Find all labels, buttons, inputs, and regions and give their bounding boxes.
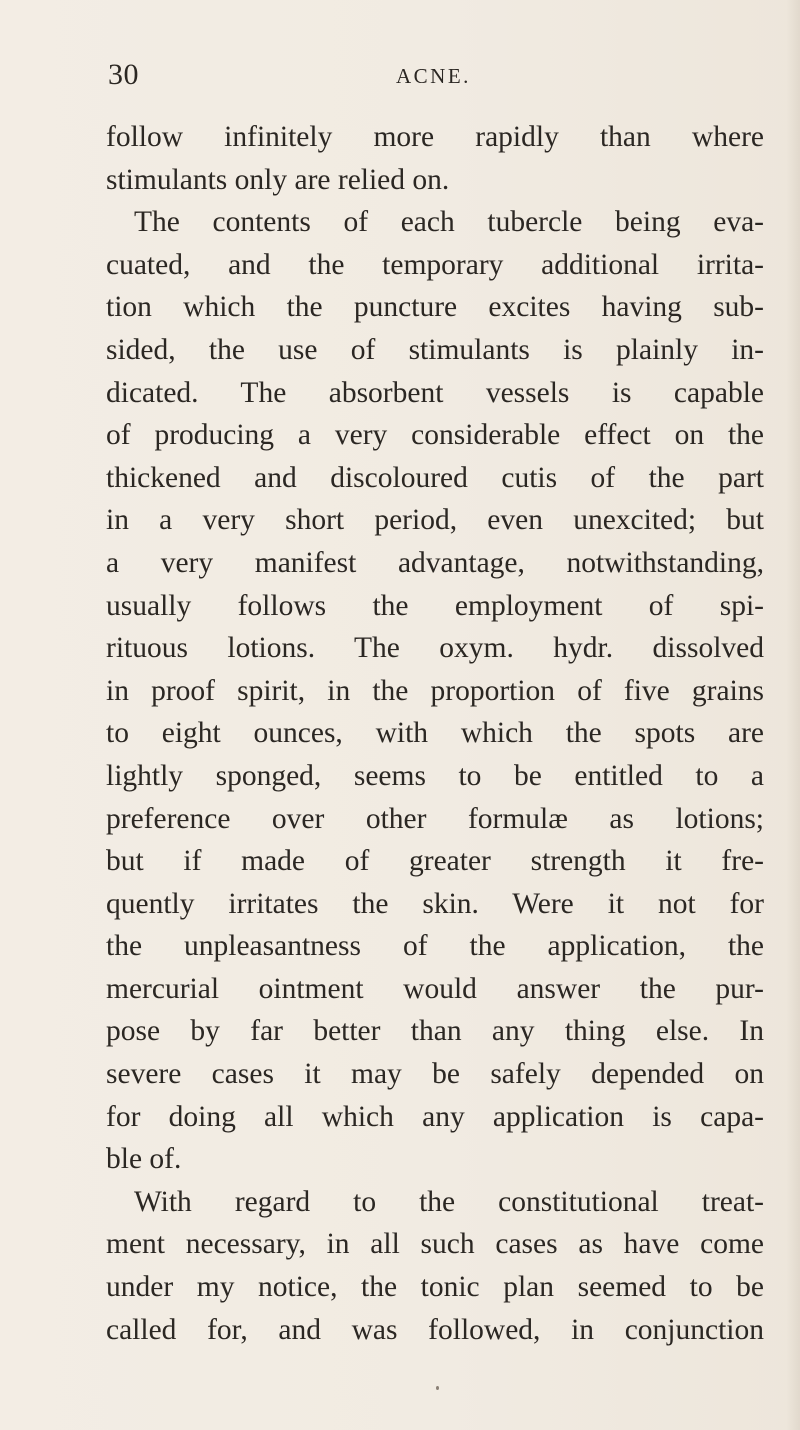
body-text: [106, 116, 764, 1351]
page-number: 30: [108, 58, 139, 91]
text-line: ment necessary, in all such cases as have come: [106, 1228, 764, 1261]
text-line: but if made of greater strength it fre-: [106, 845, 764, 878]
text-line: of producing a very considerable effect on the: [106, 419, 764, 452]
text-line: lightly sponged, seems to be entitled to a: [106, 759, 764, 792]
text-line: usually follows the employment of spi-: [106, 589, 764, 622]
paper-speck: [436, 1386, 439, 1390]
text-line: preference over other formulæ as lotions;: [106, 802, 764, 835]
running-title: ACNE.: [396, 64, 471, 88]
text-line: the unpleasantness of the application, the: [106, 930, 764, 963]
text-line: in proof spirit, in the proportion of five grains: [106, 674, 764, 707]
text-line: for doing all which any application is capa-: [106, 1100, 764, 1133]
text-line: under my notice, the tonic plan seemed to be: [106, 1271, 764, 1304]
text-line: thickened and discoloured cutis of the part: [106, 461, 764, 494]
running-head: [108, 58, 768, 98]
text-line: called for, and was followed, in conjunction: [106, 1313, 764, 1346]
text-line: mercurial ointment would answer the pur-: [106, 972, 764, 1005]
page-edge-shadow: [786, 0, 800, 1430]
text-line: a very manifest advantage, notwithstanding,: [106, 546, 764, 579]
text-line: quently irritates the skin. Were it not for: [106, 887, 764, 920]
text-line: The contents of each tubercle being eva-: [134, 206, 764, 239]
text-line: pose by far better than any thing else. In: [106, 1015, 764, 1048]
text-line: cuated, and the temporary additional irrita-: [106, 248, 764, 281]
text-line: sided, the use of stimulants is plainly in-: [106, 333, 764, 366]
text-line: With regard to the constitutional treat-: [134, 1185, 764, 1218]
text-line: in a very short period, even unexcited; but: [106, 504, 764, 537]
text-line: stimulants only are relied on.: [106, 163, 450, 196]
text-line: ble of.: [106, 1143, 182, 1176]
text-line: to eight ounces, with which the spots are: [106, 717, 764, 750]
text-line: severe cases it may be safely depended on: [106, 1058, 764, 1091]
text-line: tion which the puncture excites having sub-: [106, 291, 764, 324]
text-line: rituous lotions. The oxym. hydr. dissolved: [106, 632, 764, 665]
text-line: follow infinitely more rapidly than where: [106, 121, 764, 153]
text-line: dicated. The absorbent vessels is capable: [106, 376, 764, 409]
